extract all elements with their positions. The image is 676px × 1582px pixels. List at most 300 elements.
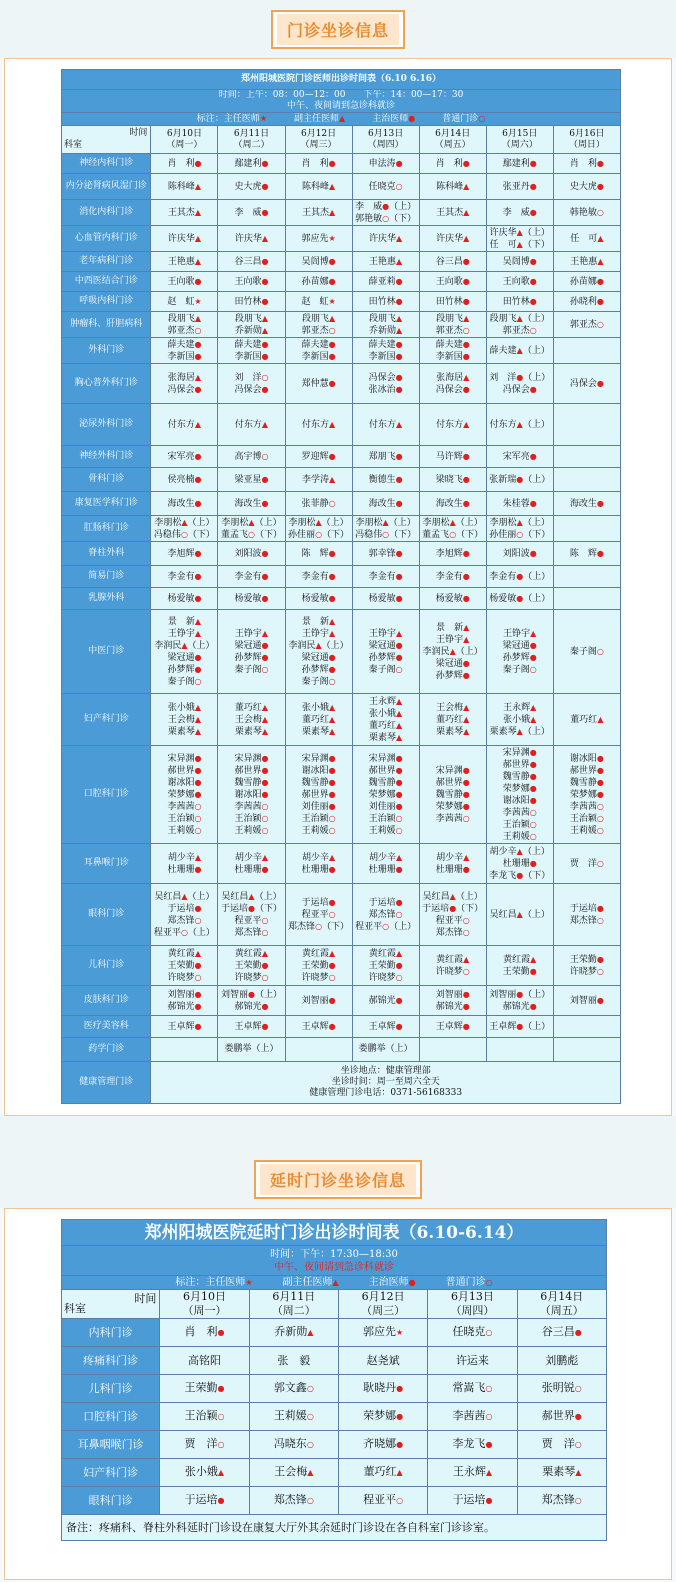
dot-mark-icon: ● — [194, 451, 202, 461]
table-row — [62, 312, 621, 338]
doctor-cell: 董巧红▲ 王会梅▲ 栗素琴▲ — [218, 694, 285, 746]
doctor-cell: 张海居▲ 冯保会● — [419, 364, 486, 404]
table-row — [62, 272, 621, 292]
dot-mark-icon: ● — [261, 640, 269, 650]
doctor-cell: 李金有●（上） — [486, 566, 553, 588]
circle-mark-icon: ○ — [194, 801, 202, 811]
circle-mark-icon: ○ — [596, 825, 604, 835]
day-date: 6月12日 — [300, 128, 337, 139]
triangle-mark-icon: ▲ — [194, 419, 202, 429]
table-row — [62, 1016, 621, 1038]
dot-mark-icon: ● — [194, 864, 202, 874]
dot-mark-icon: ● — [261, 777, 269, 787]
doctor-cell: 李朋松▲（上） 冯稳伟○（下） — [352, 516, 419, 542]
doctor-cell: 薛夫建● 李新国● — [419, 338, 486, 364]
doctor-cell: 王荣勤● 许晓梦○ — [553, 946, 620, 986]
triangle-mark-icon: ▲ — [449, 646, 456, 656]
doctor-cell: 薛亚莉● — [352, 272, 419, 292]
triangle-mark-icon: ▲ — [396, 313, 403, 323]
doctor-cell: 郝锦光● — [352, 986, 419, 1016]
dot-mark-icon: ● — [261, 1001, 269, 1011]
triangle-mark-icon: ▲ — [261, 628, 269, 638]
dot-mark-icon: ● — [462, 1001, 470, 1011]
dot-mark-icon: ● — [395, 296, 403, 306]
day-date: 6月10日 — [183, 1290, 226, 1303]
dot-mark-icon: ● — [395, 351, 403, 361]
triangle-mark-icon: ▲ — [463, 954, 470, 964]
triangle-mark-icon: ▲ — [194, 852, 202, 862]
doctor-cell: 王卓辉● — [218, 1016, 285, 1038]
triangle-mark-icon: ▲ — [261, 852, 269, 862]
dot-mark-icon: ● — [396, 1440, 404, 1449]
circle-mark-icon: ○ — [395, 813, 403, 823]
day-weekday: （周四） — [450, 1304, 495, 1317]
triangle-mark-icon: ▲ — [463, 181, 470, 191]
table-row — [62, 174, 621, 200]
dot-mark-icon: ● — [396, 1412, 404, 1421]
dot-mark-icon: ● — [596, 777, 604, 787]
doctor-cell: 常嵩飞○ — [428, 1375, 517, 1403]
triangle-mark-icon: ▲ — [261, 714, 269, 724]
circle-mark-icon: ○ — [306, 1412, 314, 1421]
day-date: 6月10日 — [166, 128, 203, 139]
circle-mark-icon: ○ — [529, 819, 537, 829]
dot-mark-icon: ● — [194, 571, 202, 581]
doctor-cell: 王艳惠▲ — [352, 252, 419, 272]
circle-mark-icon: ○ — [315, 921, 323, 931]
doctor-cell: 王铮宇▲ 梁冠通● 孙梦辉● 秦子阁○ — [218, 610, 285, 694]
corner-dept-label: 科室 — [64, 1302, 86, 1315]
triangle-mark-icon: ▲ — [463, 726, 470, 736]
dot-mark-icon: ● — [529, 747, 537, 757]
dot-mark-icon: ● — [596, 954, 604, 964]
day-date: 6月14日 — [540, 1290, 584, 1303]
triangle-mark-icon: ▲ — [328, 628, 336, 638]
doctor-cell: 王向歌● — [486, 272, 553, 292]
circle-mark-icon: ○ — [248, 529, 255, 539]
dot-mark-icon: ● — [395, 995, 403, 1005]
circle-mark-icon: ○ — [574, 1440, 582, 1449]
doctor-cell: 付东方▲ — [419, 404, 486, 446]
doctor-cell: 海改生● — [419, 492, 486, 516]
triangle-mark-icon: ▲ — [396, 628, 403, 638]
circle-mark-icon: ○ — [382, 921, 390, 931]
dot-mark-icon: ● — [328, 664, 336, 674]
dot-mark-icon: ● — [328, 789, 336, 799]
dot-mark-icon: ● — [462, 384, 470, 394]
circle-mark-icon: ○ — [529, 664, 537, 674]
doctor-cell: 李 威● — [218, 200, 285, 226]
department-name: 中医门诊 — [62, 610, 151, 694]
dot-mark-icon: ● — [328, 995, 336, 1005]
triangle-mark-icon: ▲ — [315, 517, 322, 527]
circle-mark-icon: ○ — [395, 825, 403, 835]
doctor-cell — [285, 1038, 352, 1062]
extended-hours-table — [61, 1219, 607, 1541]
dot-mark-icon: ● — [328, 158, 336, 168]
day-date: 6月12日 — [361, 1290, 405, 1303]
department-name: 神经内科门诊 — [62, 154, 151, 174]
doctor-cell: 景 新▲ 王铮宇▲ 李润民▲（上） 梁冠通● 孙梦辉● 秦子阁○ — [151, 610, 218, 694]
dot-mark-icon: ● — [529, 296, 537, 306]
doctor-cell: 郑杰锋○ — [517, 1487, 606, 1515]
doctor-cell: 高宇博○ — [218, 446, 285, 468]
department-name: 外科门诊 — [62, 338, 151, 364]
doctor-cell: 付东方▲ — [352, 404, 419, 446]
doctor-cell: 郭亚杰○ — [553, 312, 620, 338]
doctor-cell: 海改生● — [218, 492, 285, 516]
dot-mark-icon: ● — [261, 753, 269, 763]
dot-mark-icon: ● — [529, 276, 537, 286]
dot-mark-icon: ● — [328, 351, 336, 361]
doctor-cell: 段朋飞▲（上） 郭亚杰○ — [486, 312, 553, 338]
dot-mark-icon: ● — [261, 296, 269, 306]
doctor-cell: 王卓辉● — [419, 1016, 486, 1038]
dot-mark-icon: ● — [408, 1278, 416, 1287]
doctor-cell: 宋异渊● 郝世界● 魏雪静● 荣梦娜● 谢冰阳● 李茜茜○ 王治颖○ 王莉媛○ — [486, 746, 553, 844]
department-name: 内科门诊 — [62, 1319, 160, 1347]
department-name: 健康管理门诊 — [62, 1062, 151, 1104]
doctor-cell: 史大虎● — [218, 174, 285, 200]
doctor-cell: 许运来 — [428, 1347, 517, 1375]
doctor-cell: 娄鹏举（上） — [352, 1038, 419, 1062]
doctor-cell: 肖 利● — [419, 154, 486, 174]
dot-mark-icon: ● — [261, 339, 269, 349]
dot-mark-icon: ● — [462, 765, 470, 775]
doctor-cell: 张小娥▲ — [160, 1459, 249, 1487]
doctor-cell: 段朋飞▲ 郭亚杰○ — [151, 312, 218, 338]
schedule-panel-1 — [4, 58, 672, 1116]
doctor-cell: 王卓辉● — [151, 1016, 218, 1038]
dot-mark-icon: ● — [529, 256, 537, 266]
triangle-mark-icon: ▲ — [463, 622, 470, 632]
dot-mark-icon: ● — [395, 372, 403, 382]
legend-item: 主治医师 — [368, 1277, 409, 1288]
doctor-cell: 宋异渊● 郝世界● 魏雪静● 谢冰阳● 李茜茜○ 王治颖○ 王莉媛○ — [218, 746, 285, 844]
dot-mark-icon: ● — [261, 384, 269, 394]
doctor-cell: 宋军亮● — [151, 446, 218, 468]
doctor-cell — [553, 516, 620, 542]
doctor-cell: 景 新▲ 王铮宇▲ 李润民▲（上） 梁冠通● 孙梦辉● — [419, 610, 486, 694]
dot-mark-icon: ● — [261, 652, 269, 662]
table-row — [62, 844, 621, 884]
dot-mark-icon: ● — [462, 571, 470, 581]
dot-mark-icon: ● — [529, 548, 537, 558]
doctor-cell: 贾 洋○ — [553, 844, 620, 884]
doctor-cell: 王莉媛○ — [249, 1403, 338, 1431]
circle-mark-icon: ○ — [261, 451, 269, 461]
doctor-cell: 刘 洋●（上） 冯保会● — [486, 364, 553, 404]
doctor-cell: 郭应先★ — [285, 226, 352, 252]
dot-mark-icon: ● — [328, 571, 336, 581]
circle-mark-icon: ○ — [261, 372, 269, 382]
dot-mark-icon: ● — [194, 384, 202, 394]
dot-mark-icon: ● — [529, 451, 537, 461]
doctor-cell: 于运培● 程亚平○ 郑杰锋○（下） — [285, 884, 352, 946]
triangle-mark-icon: ▲ — [332, 1278, 339, 1287]
triangle-mark-icon: ▲ — [181, 517, 188, 527]
triangle-mark-icon: ▲ — [516, 419, 523, 429]
circle-mark-icon: ○ — [395, 181, 403, 191]
dot-mark-icon: ● — [462, 989, 470, 999]
dot-mark-icon: ● — [462, 777, 470, 787]
doctor-cell: 李金有● — [419, 566, 486, 588]
table-row — [62, 292, 621, 312]
dot-mark-icon: ● — [328, 451, 336, 461]
dot-mark-icon: ● — [462, 451, 470, 461]
doctor-cell: 赵 虹★ — [285, 292, 352, 312]
doctor-cell: 付东方▲（上） — [486, 404, 553, 446]
circle-mark-icon: ○ — [261, 813, 269, 823]
circle-mark-icon: ○ — [574, 1496, 582, 1505]
dot-mark-icon: ● — [529, 966, 537, 976]
triangle-mark-icon: ▲ — [194, 726, 202, 736]
department-name: 眼科门诊 — [62, 1487, 160, 1515]
section-badge — [271, 10, 405, 49]
doctor-cell: 娄鹏举（上） — [218, 1038, 285, 1062]
doctor-cell: 宋异渊● 郝世界● 魏雪静● 荣梦娜● 李茜茜○ — [419, 746, 486, 844]
dot-mark-icon: ● — [328, 256, 336, 266]
dot-mark-icon: ● — [596, 548, 604, 558]
circle-mark-icon: ○ — [194, 676, 202, 686]
triangle-mark-icon: ▲ — [307, 1468, 314, 1477]
circle-mark-icon: ○ — [328, 813, 336, 823]
dot-mark-icon: ● — [516, 870, 524, 880]
schedule-panel-2 — [4, 1208, 672, 1580]
dot-mark-icon: ● — [462, 670, 470, 680]
triangle-mark-icon: ▲ — [449, 891, 456, 901]
doctor-cell: 刘智丽● — [285, 986, 352, 1016]
doctor-cell: 胡少辛▲ 杜珊珊● — [352, 844, 419, 884]
dot-mark-icon: ● — [462, 593, 470, 603]
table-row — [62, 468, 621, 492]
doctor-cell: 肖 利● — [553, 154, 620, 174]
circle-mark-icon: ○ — [180, 529, 188, 539]
circle-mark-icon: ○ — [328, 325, 336, 335]
department-name: 口腔科门诊 — [62, 1403, 160, 1431]
triangle-mark-icon: ▲ — [261, 313, 269, 323]
day-date: 6月11日 — [233, 128, 270, 139]
dot-mark-icon: ● — [194, 1001, 202, 1011]
triangle-mark-icon: ▲ — [516, 313, 523, 323]
dot-mark-icon: ● — [194, 989, 202, 999]
dot-mark-icon: ● — [462, 658, 470, 668]
corner-time-label: 时间 — [134, 1292, 157, 1305]
doctor-cell: 王荣勤● — [160, 1375, 249, 1403]
table-row — [62, 200, 621, 226]
doctor-cell: 张亚丹● — [486, 174, 553, 200]
table-row — [62, 226, 621, 252]
legend-item: 普通门诊 — [445, 1277, 486, 1288]
dot-mark-icon: ● — [194, 276, 202, 286]
table-title: 郑州阳城医院门诊医师出诊时间表（6.10 6.16） — [62, 70, 621, 90]
doctor-cell: 张小娥▲ 王会梅▲ 栗素琴▲ — [151, 694, 218, 746]
circle-mark-icon: ○ — [462, 966, 470, 976]
doctor-cell: 王向歌● — [419, 272, 486, 292]
star-mark-icon: ★ — [396, 1328, 404, 1337]
circle-mark-icon: ○ — [328, 972, 336, 982]
day-weekday: （周日） — [568, 139, 605, 150]
circle-mark-icon: ○ — [395, 909, 403, 919]
doctor-cell: 许庆华▲ — [151, 226, 218, 252]
doctor-cell: 黄红霞▲ 王荣勤● 许晓梦○ — [285, 946, 352, 986]
dot-mark-icon: ● — [396, 1384, 404, 1393]
doctor-cell: 付东方▲ — [151, 404, 218, 446]
triangle-mark-icon: ▲ — [463, 419, 470, 429]
dot-mark-icon: ● — [462, 498, 470, 508]
triangle-mark-icon: ▲ — [248, 517, 255, 527]
department-name: 骨科门诊 — [62, 468, 151, 492]
doctor-cell: 刘鹏彪 — [517, 1347, 606, 1375]
triangle-mark-icon: ▲ — [485, 1468, 493, 1477]
dot-mark-icon: ● — [395, 864, 403, 874]
department-name: 耳鼻喉门诊 — [62, 844, 151, 884]
time-info — [62, 1246, 607, 1276]
triangle-mark-icon: ▲ — [181, 891, 188, 901]
dot-mark-icon: ● — [261, 593, 269, 603]
circle-mark-icon: ○ — [395, 664, 403, 674]
department-name: 老年病科门诊 — [62, 252, 151, 272]
doctor-cell: 贾 洋○ — [160, 1431, 249, 1459]
doctor-cell: 刘智丽● 郝锦光● — [151, 986, 218, 1016]
triangle-mark-icon: ▲ — [530, 714, 537, 724]
doctor-cell: 谷三昌● — [218, 252, 285, 272]
table-row — [62, 252, 621, 272]
table-row — [62, 364, 621, 404]
day-weekday: （周六） — [501, 139, 538, 150]
doctor-cell: 郭应先★ — [338, 1319, 427, 1347]
department-name: 医疗美容科 — [62, 1016, 151, 1038]
doctor-cell: 王永辉▲ 张小娥▲ 栗素琴▲（上） — [486, 694, 553, 746]
dot-mark-icon: ● — [596, 765, 604, 775]
doctor-cell: 杨爱敏●（上） — [486, 588, 553, 610]
doctor-cell: 李朋松▲（上） 孙佳丽○（下） — [486, 516, 553, 542]
triangle-mark-icon: ▲ — [516, 846, 523, 856]
doctor-cell: 胡少辛▲（上） 杜珊珊● 李龙飞●（下） — [486, 844, 553, 884]
triangle-mark-icon: ▲ — [597, 714, 604, 724]
doctor-cell: 段朋飞▲ 乔新勋▲ — [352, 312, 419, 338]
dot-mark-icon: ● — [395, 789, 403, 799]
triangle-mark-icon: ▲ — [194, 628, 202, 638]
circle-mark-icon: ○ — [449, 529, 457, 539]
circle-mark-icon: ○ — [395, 972, 403, 982]
dot-mark-icon: ● — [328, 276, 336, 286]
doctor-cell: 海改生● — [352, 492, 419, 516]
circle-mark-icon: ○ — [261, 664, 269, 674]
circle-mark-icon: ○ — [462, 915, 470, 925]
dot-mark-icon: ● — [395, 777, 403, 787]
day-header — [249, 1290, 338, 1319]
doctor-cell: 程亚平○ — [338, 1487, 427, 1515]
triangle-mark-icon: ▲ — [261, 419, 269, 429]
triangle-mark-icon: ▲ — [194, 702, 202, 712]
doctor-cell: 杨爱敏● — [151, 588, 218, 610]
doctor-cell: 李龙飞● — [428, 1431, 517, 1459]
dot-mark-icon: ● — [395, 384, 403, 394]
triangle-mark-icon: ▲ — [217, 1468, 225, 1477]
doctor-cell: 于运培● — [428, 1487, 517, 1515]
dot-mark-icon: ● — [596, 378, 604, 388]
dot-mark-icon: ● — [529, 498, 537, 508]
doctor-cell: 冯保会● 张冰治● — [352, 364, 419, 404]
section-gap — [0, 1116, 676, 1150]
table-row — [62, 746, 621, 844]
triangle-mark-icon: ▲ — [261, 233, 269, 243]
dot-mark-icon: ● — [462, 864, 470, 874]
doctor-cell: 王铮宇▲ 梁冠通● 孙梦辉● 秦子阁○ — [486, 610, 553, 694]
doctor-cell: 张菲静○ — [285, 492, 352, 516]
doctor-cell — [553, 588, 620, 610]
doctor-cell: 吴訚博● — [285, 252, 352, 272]
dot-mark-icon: ● — [596, 995, 604, 1005]
dot-mark-icon: ● — [194, 652, 202, 662]
doctor-cell: 海改生● — [151, 492, 218, 516]
triangle-mark-icon: ▲ — [597, 256, 604, 266]
doctor-cell: 薛夫建▲（上） — [486, 338, 553, 364]
day-header — [486, 126, 553, 154]
corner-header — [62, 126, 151, 154]
triangle-mark-icon: ▲ — [396, 233, 403, 243]
doctor-cell: 李朋松▲（上） 孙佳丽○（下） — [285, 516, 352, 542]
dot-mark-icon: ● — [574, 1328, 582, 1337]
dot-mark-icon: ● — [596, 296, 604, 306]
table-row — [62, 694, 621, 746]
triangle-mark-icon: ▲ — [328, 616, 336, 626]
day-header — [428, 1290, 517, 1319]
circle-mark-icon: ○ — [261, 915, 269, 925]
day-weekday: （周二） — [271, 1304, 316, 1317]
circle-mark-icon: ○ — [306, 1496, 314, 1505]
dot-mark-icon: ● — [194, 765, 202, 775]
triangle-mark-icon: ▲ — [396, 419, 403, 429]
department-name: 神经外科门诊 — [62, 446, 151, 468]
triangle-mark-icon: ▲ — [516, 345, 523, 355]
triangle-mark-icon: ▲ — [194, 714, 202, 724]
doctor-cell: 陈科峰▲ — [419, 174, 486, 200]
triangle-mark-icon: ▲ — [463, 372, 470, 382]
dot-mark-icon: ● — [261, 498, 269, 508]
triangle-mark-icon: ▲ — [516, 726, 523, 736]
triangle-mark-icon: ▲ — [516, 909, 523, 919]
dot-mark-icon: ● — [462, 789, 470, 799]
doctor-cell — [419, 1038, 486, 1062]
doctor-cell: 朱桂蓉● — [486, 492, 553, 516]
day-date: 6月15日 — [502, 128, 538, 139]
circle-mark-icon: ○ — [328, 825, 336, 835]
dot-mark-icon: ● — [574, 1412, 582, 1421]
doctor-cell — [151, 1038, 218, 1062]
outpatient-schedule-table — [61, 69, 621, 1104]
doctor-cell: 田竹林● — [218, 292, 285, 312]
table-row — [62, 1319, 607, 1347]
doctor-cell: 谷三昌● — [419, 252, 486, 272]
doctor-cell: 杨爱敏● — [285, 588, 352, 610]
day-header — [517, 1290, 606, 1319]
doctor-cell: 于运培● 郑杰锋○ 程亚平○（上） — [352, 884, 419, 946]
doctor-cell: 陈 辉● — [285, 542, 352, 566]
health-line: 坐诊时间：周一至周六全天 — [331, 1077, 440, 1087]
circle-mark-icon: ○ — [462, 325, 470, 335]
legend-item: 普通门诊 — [442, 114, 479, 124]
dot-mark-icon: ● — [462, 801, 470, 811]
department-name: 泌尿外科门诊 — [62, 404, 151, 446]
note-row — [62, 1515, 607, 1541]
dot-mark-icon: ● — [217, 1328, 225, 1337]
doctor-cell: 吴红昌▲（上） 于运培●（下） 程亚平○ 郑杰锋○ — [419, 884, 486, 946]
doctor-cell: 李茜茜○ — [428, 1403, 517, 1431]
doctor-cell: 宋异渊● 谢冰阳● 魏雪静● 郝世界● 刘佳丽● 王治颖○ 王莉媛○ — [285, 746, 352, 844]
doctor-cell: 黄红霞▲ 许晓梦○ — [419, 946, 486, 986]
